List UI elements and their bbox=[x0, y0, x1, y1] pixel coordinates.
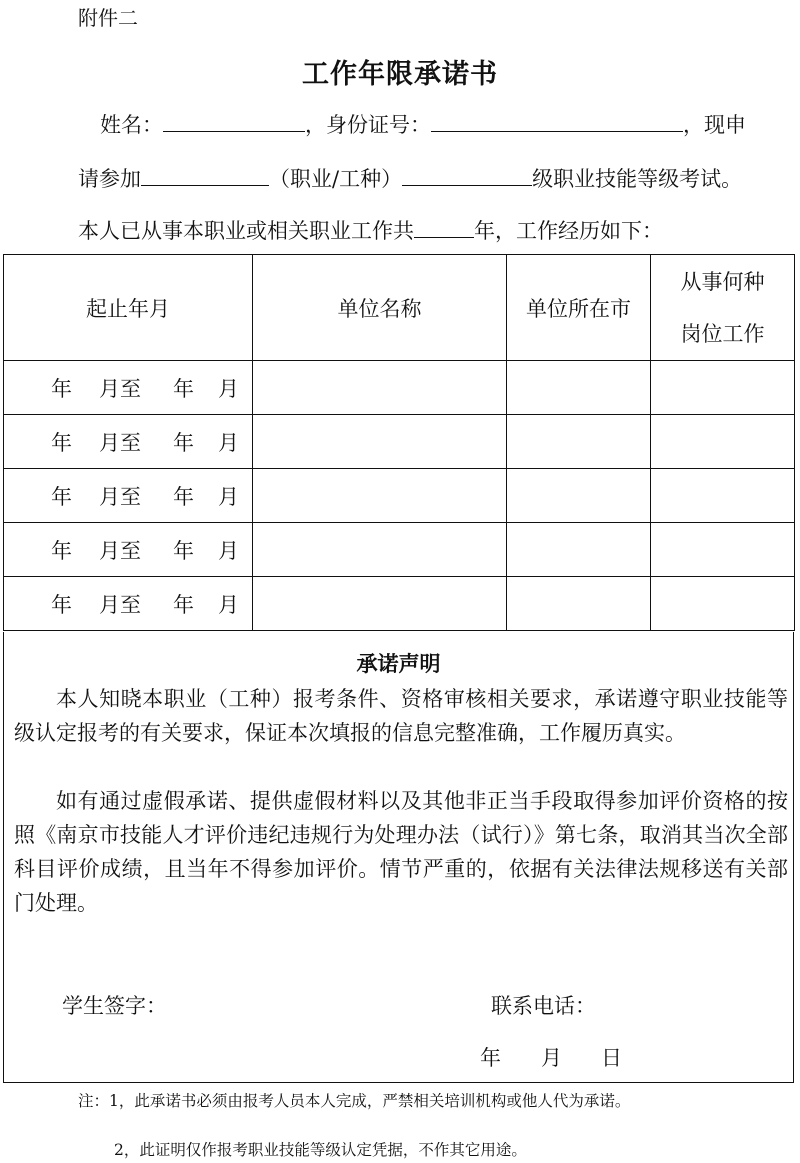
date-month-to-label: 月至 bbox=[99, 539, 141, 563]
date-year-label: 年 bbox=[51, 377, 72, 401]
form-line-3 bbox=[78, 215, 663, 245]
date-month-to-label: 月至 bbox=[99, 377, 141, 401]
header-city: 单位所在市 bbox=[507, 255, 651, 361]
company-cell[interactable] bbox=[253, 415, 507, 469]
header-position-line1: 从事何种 bbox=[680, 269, 765, 294]
table-header-row bbox=[4, 255, 795, 361]
date-month-label: 月 bbox=[218, 593, 239, 617]
period-cell[interactable] bbox=[4, 361, 253, 415]
period-cell[interactable] bbox=[4, 523, 253, 577]
date-year-label: 年 bbox=[51, 539, 72, 563]
date-month-to-label: 月至 bbox=[99, 593, 141, 617]
date-month-label: 月 bbox=[218, 539, 239, 563]
phone-label: 联系电话： bbox=[491, 994, 596, 1018]
table-row bbox=[4, 469, 795, 523]
id-label: ，身份证号： bbox=[305, 113, 431, 137]
city-cell[interactable] bbox=[507, 361, 651, 415]
declaration-paragraph-1: 本人知晓本职业（工种）报考条件、资格审核相关要求，承诺遵守职业技能等级认定报考的有关要求，保证本次填报的信息完整准确，工作履历真实。 bbox=[14, 687, 788, 745]
date-year2-label: 年 bbox=[173, 377, 194, 401]
form-line-2 bbox=[78, 163, 742, 193]
table-row bbox=[4, 523, 795, 577]
header-company: 单位名称 bbox=[253, 255, 507, 361]
position-cell[interactable] bbox=[651, 415, 795, 469]
date-year-label: 年 bbox=[51, 431, 72, 455]
attachment-label: 附件二 bbox=[78, 6, 138, 30]
date-month-label: 月 bbox=[218, 431, 239, 455]
date-year2-label: 年 bbox=[173, 485, 194, 509]
level-label: 级职业技能等级考试。 bbox=[532, 167, 743, 191]
declaration-box bbox=[3, 632, 794, 1083]
city-cell[interactable] bbox=[507, 415, 651, 469]
company-cell[interactable] bbox=[253, 361, 507, 415]
table-row bbox=[4, 361, 795, 415]
company-cell[interactable] bbox=[253, 523, 507, 577]
date-year2-label: 年 bbox=[173, 539, 194, 563]
company-cell[interactable] bbox=[253, 577, 507, 631]
table-row bbox=[4, 415, 795, 469]
header-position-line2: 岗位工作 bbox=[680, 321, 765, 346]
declaration-title: 承诺声明 bbox=[356, 651, 441, 676]
city-cell[interactable] bbox=[507, 469, 651, 523]
date-year2-label: 年 bbox=[173, 593, 194, 617]
city-cell[interactable] bbox=[507, 523, 651, 577]
date-month-to-label: 月至 bbox=[99, 485, 141, 509]
form-line-1 bbox=[100, 109, 746, 139]
date-month-to-label: 月至 bbox=[99, 431, 141, 455]
date-year2-label: 年 bbox=[173, 431, 194, 455]
date-year-label: 年 bbox=[51, 593, 72, 617]
date-year: 年 bbox=[480, 1046, 501, 1070]
years-field[interactable] bbox=[414, 215, 474, 238]
period-cell[interactable] bbox=[4, 469, 253, 523]
work-history-table bbox=[3, 254, 795, 631]
occupation-label: （职业/工种） bbox=[269, 167, 403, 191]
signature-label: 学生签字： bbox=[62, 994, 167, 1018]
note-1: 注：1，此承诺书必须由报考人员本人完成，严禁相关培训机构或他人代为承诺。 bbox=[78, 1092, 631, 1110]
name-label: 姓名： bbox=[100, 113, 163, 137]
position-cell[interactable] bbox=[651, 523, 795, 577]
date-day: 日 bbox=[601, 1046, 622, 1070]
occupation-field[interactable] bbox=[141, 163, 269, 186]
table-row bbox=[4, 577, 795, 631]
date-month-label: 月 bbox=[218, 485, 239, 509]
position-cell[interactable] bbox=[651, 577, 795, 631]
date-year-label: 年 bbox=[51, 485, 72, 509]
years-prefix: 本人已从事本职业或相关职业工作共 bbox=[78, 219, 414, 243]
city-cell[interactable] bbox=[507, 577, 651, 631]
date-month: 月 bbox=[541, 1046, 562, 1070]
period-cell[interactable] bbox=[4, 577, 253, 631]
header-period: 起止年月 bbox=[4, 255, 253, 361]
line1-tail: ，现申 bbox=[683, 113, 746, 137]
id-number-field[interactable] bbox=[431, 109, 683, 132]
header-position bbox=[651, 255, 795, 361]
name-field[interactable] bbox=[163, 109, 305, 132]
date-month-label: 月 bbox=[218, 377, 239, 401]
period-cell[interactable] bbox=[4, 415, 253, 469]
years-suffix: 年，工作经历如下： bbox=[474, 219, 663, 243]
note-2: 2，此证明仅作报考职业技能等级认定凭据，不作其它用途。 bbox=[114, 1141, 527, 1159]
position-cell[interactable] bbox=[651, 469, 795, 523]
page-title: 工作年限承诺书 bbox=[302, 59, 498, 90]
apply-label: 请参加 bbox=[78, 167, 141, 191]
declaration-paragraph-2: 如有通过虚假承诺、提供虚假材料以及其他非正当手段取得参加评价资格的按照《南京市技能人才评价违纪违规行为处理办法（试行）》第七条，取消其当次全部科目评价成绩，且当年不得参加评价。情节严重的，依据有关法律法规移送有关部门处理。 bbox=[14, 789, 788, 915]
company-cell[interactable] bbox=[253, 469, 507, 523]
level-field[interactable] bbox=[402, 163, 532, 186]
position-cell[interactable] bbox=[651, 361, 795, 415]
